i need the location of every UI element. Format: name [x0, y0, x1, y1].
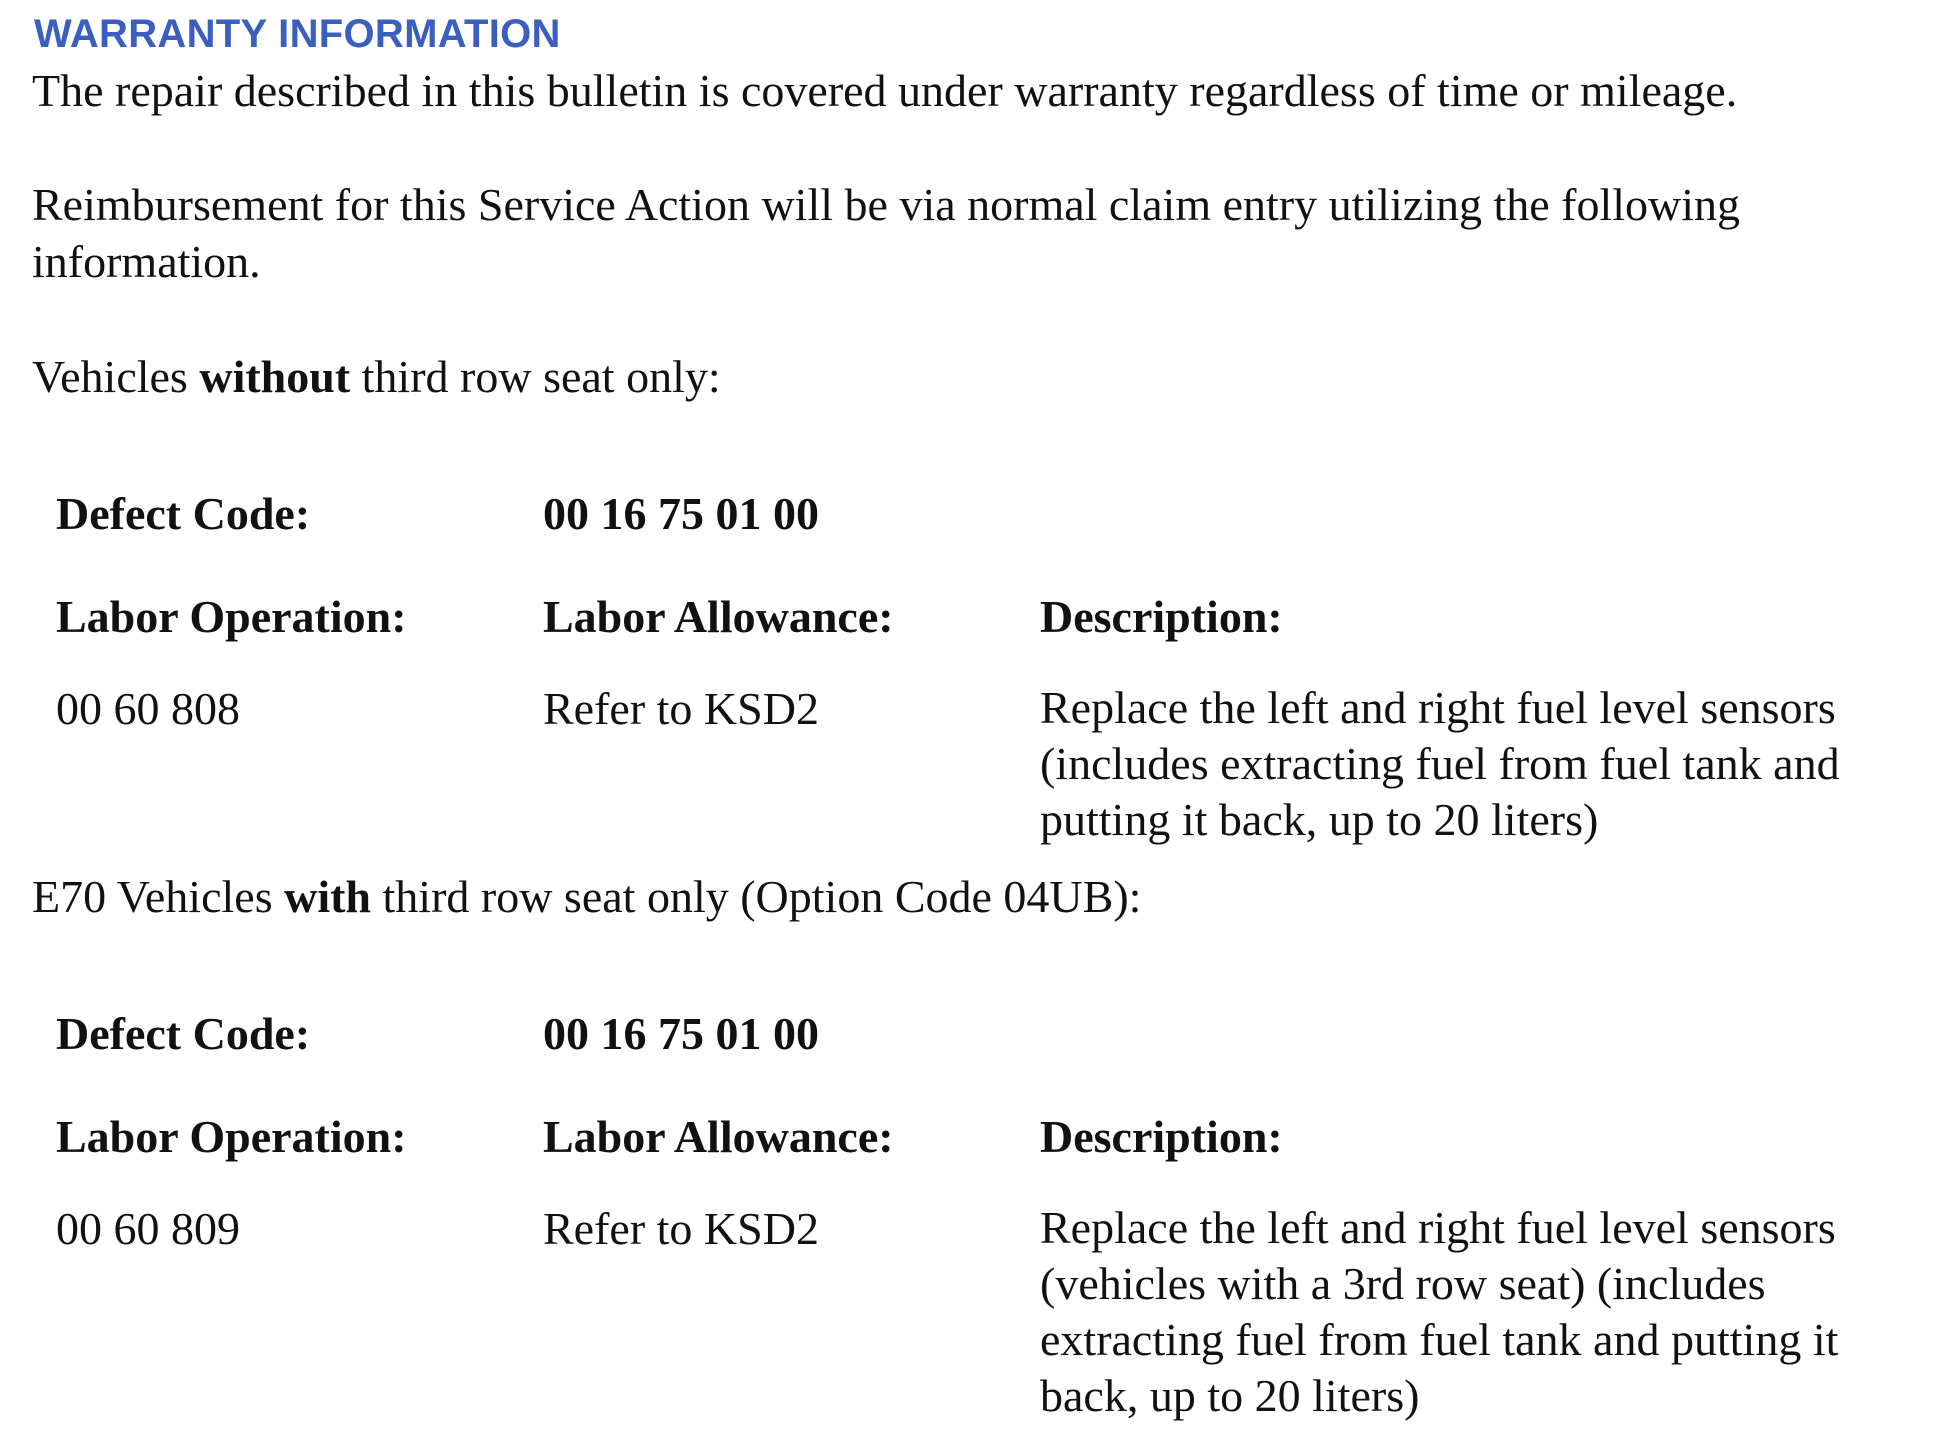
section1-labor-operation-header: Labor Operation:: [56, 591, 407, 642]
section2-labor-operation-value: 00 60 809: [56, 1203, 240, 1254]
section2-description-value: Replace the left and right fuel level sensors (vehicles with a 3rd row seat) (includes extracting fuel from fuel tank and putting it back, up to 20 liters): [1040, 1202, 1839, 1421]
section2-labor-allowance-header: Labor Allowance:: [543, 1111, 894, 1162]
section2-emphasis: with: [284, 871, 372, 922]
section2-defect-value: 00 16 75 01 00: [543, 1008, 819, 1059]
section2-defect-label: Defect Code:: [56, 1008, 311, 1059]
section-heading: WARRANTY INFORMATION: [34, 12, 561, 56]
section2-description-header: Description:: [1040, 1111, 1283, 1162]
section1-description-value: Replace the left and right fuel level sensors (includes extracting fuel from fuel tank and putting it back, up to 20 liters): [1040, 682, 1840, 845]
section1-intro: Vehicles without third row seat only:: [32, 351, 721, 402]
reimbursement-statement: Reimbursement for this Service Action will be via normal claim entry utilizing the following information.: [32, 179, 1741, 287]
section1-description-header: Description:: [1040, 591, 1283, 642]
section1-labor-allowance-value: Refer to KSD2: [543, 683, 819, 734]
section2-intro: E70 Vehicles with third row seat only (Option Code 04UB):: [32, 871, 1142, 922]
section2-labor-allowance-value: Refer to KSD2: [543, 1203, 819, 1254]
section1-defect-label: Defect Code:: [56, 488, 311, 539]
section1-labor-operation-value: 00 60 808: [56, 683, 240, 734]
coverage-statement: The repair described in this bulletin is covered under warranty regardless of time or mileage.: [32, 65, 1738, 116]
section2-labor-operation-header: Labor Operation:: [56, 1111, 407, 1162]
section1-defect-value: 00 16 75 01 00: [543, 488, 819, 539]
section1-emphasis: without: [199, 351, 351, 402]
section1-labor-allowance-header: Labor Allowance:: [543, 591, 894, 642]
